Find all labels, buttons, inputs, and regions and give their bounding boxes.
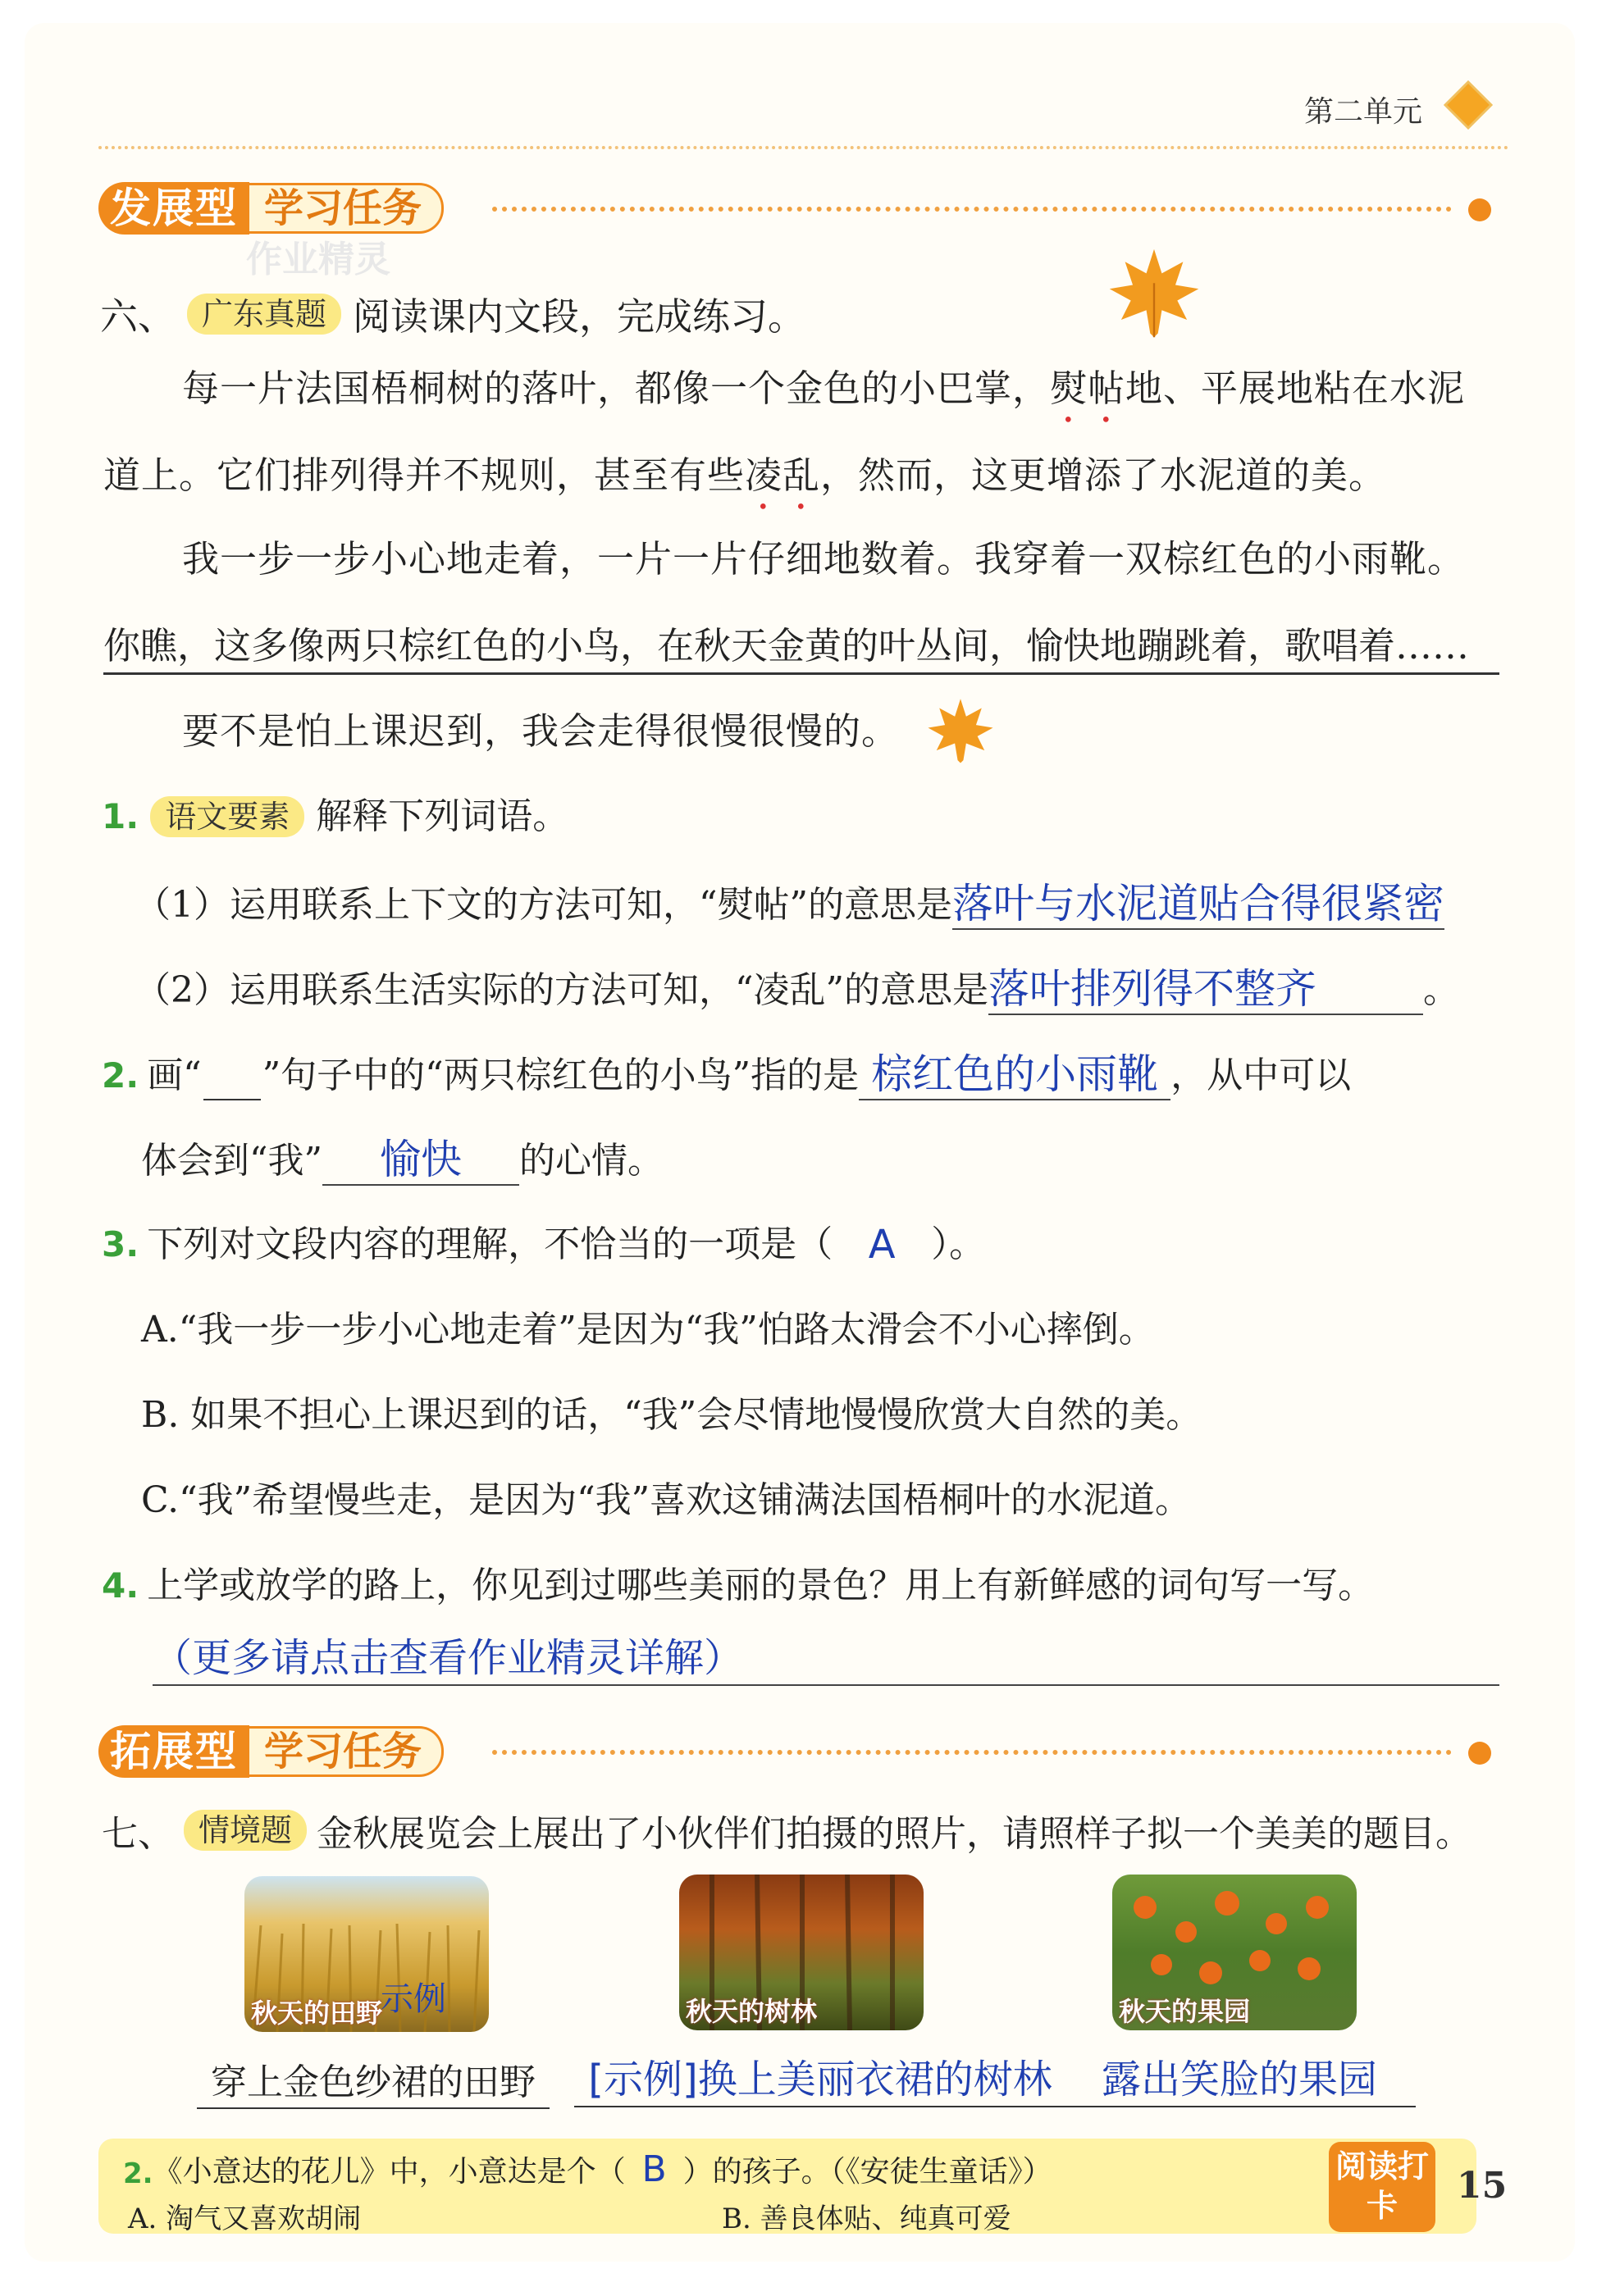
q3-option-c: C.“我”希望慢些走，是因为“我”喜欢这铺满法国梧桐叶的水泥道。: [141, 1479, 1192, 1521]
q2-text-e: 的心情。: [519, 1140, 664, 1182]
section6-banner: [98, 182, 444, 235]
banner-type: 拓展型: [98, 1725, 249, 1778]
passage-line-2: [103, 451, 1386, 518]
emphasized-word: 凌乱: [745, 453, 821, 497]
banner-task: 学习任务: [249, 1726, 444, 1777]
q2-text-d: 体会到“我”: [141, 1140, 322, 1182]
q4-text: 上学或放学的路上，你见到过哪些美丽的景色？用上有新鲜感的词句写一写。: [147, 1565, 1375, 1606]
q2-answer-2[interactable]: 愉快: [322, 1135, 519, 1186]
q3-text: 下列对文段内容的理解，不恰当的一项是（: [147, 1223, 833, 1265]
q4-answer[interactable]: （更多请点击查看作业精灵详解）: [153, 1632, 1499, 1686]
footer-q-number: 2.: [123, 2157, 153, 2190]
photo-orchard: [1112, 1875, 1357, 2030]
q1-text: 解释下列词语。: [316, 795, 569, 837]
q1-number: 1.: [102, 796, 139, 836]
watermark: 作业精灵: [246, 239, 390, 280]
q3-answer[interactable]: A: [868, 1222, 896, 1268]
tag-context: 情境题: [184, 1810, 307, 1851]
reading-checkin-badge: 阅读打卡: [1329, 2142, 1435, 2232]
passage-text: 地、平展地粘在水泥: [1125, 367, 1466, 410]
q1-header: [102, 792, 568, 841]
q2-line-2: [141, 1135, 664, 1186]
instruction: 金秋展览会上展出了小伙伴们拍摄的照片，请照样子拟一个美美的题目。: [317, 1813, 1472, 1855]
q1-part-b: [135, 964, 1459, 1015]
question-number: 六、: [100, 294, 176, 339]
photo-forest: [679, 1875, 924, 2030]
header-divider: [98, 146, 1509, 149]
title-forest-answer[interactable]: [示例]换上美丽衣裙的树林: [574, 2053, 1066, 2107]
page-number: 15: [1457, 2165, 1508, 2207]
tag-language-element: 语文要素: [150, 796, 304, 837]
q3-option-b: B. 如果不担心上课迟到的话，“我”会尽情地慢慢欣赏大自然的美。: [141, 1394, 1202, 1436]
question-six-header: [100, 287, 805, 341]
q2-answer-1[interactable]: 棕红色的小雨靴: [859, 1050, 1170, 1100]
maple-leaf-icon: [1106, 244, 1202, 341]
tag-guangdong: 广东真题: [187, 294, 341, 335]
footer-q-text: 《小意达的花儿》中，小意达是个（: [153, 2155, 626, 2189]
instruction: 阅读课内文段，完成练习。: [353, 294, 806, 339]
passage-line-5: 要不是怕上课迟到，我会走得很慢很慢的。: [182, 709, 900, 753]
passage-text: ，然而，这更增添了水泥道的美。: [820, 453, 1387, 497]
footer-question: [123, 2148, 1052, 2190]
passage-line-1: [182, 364, 1465, 431]
q1b-text: （2）运用联系生活实际的方法可知，“凌乱”的意思是: [135, 969, 988, 1011]
banner-dots: [492, 1750, 1452, 1755]
q2-line-1: [102, 1050, 1351, 1100]
q3-number: 3.: [102, 1224, 139, 1264]
q3-header: [102, 1220, 985, 1269]
footer-answer[interactable]: B: [641, 2148, 667, 2190]
diamond-icon: [1444, 80, 1493, 130]
footer-option-a: A. 淘气又喜欢胡闹: [128, 2203, 362, 2235]
q3-option-a: A.“我一步一步小心地走着”是因为“我”怕路太滑会不小心摔倒。: [141, 1309, 1155, 1351]
photo-caption: 秋天的田野: [251, 1998, 383, 2029]
banner-dot-end: [1468, 1742, 1491, 1765]
q1-part-a: [135, 879, 1444, 930]
q2-text-a: 画“: [147, 1055, 202, 1096]
q2-number: 2.: [102, 1055, 139, 1096]
passage-text: 每一片法国梧桐树的落叶，都像一个金色的小巴掌，: [182, 367, 1051, 410]
maple-leaf-small-icon: [925, 695, 996, 766]
question-number: 七、: [102, 1813, 174, 1855]
q1a-text: （1）运用联系上下文的方法可知，“熨帖”的意思是: [135, 884, 952, 926]
title-orchard-answer[interactable]: 露出笑脸的果园: [1063, 2053, 1416, 2107]
footer-q-end: ）的孩子。（《安徒生童话》）: [682, 2155, 1052, 2189]
q4-number: 4.: [102, 1565, 139, 1606]
unit-label: 第二单元: [1304, 95, 1423, 129]
footer-option-b: B. 善良体贴、纯真可爱: [722, 2203, 1011, 2235]
photo-field: [244, 1876, 489, 2032]
photo-caption: 秋天的果园: [1119, 1996, 1251, 2027]
q2-text-b: ”句子中的“两只棕红色的小鸟”指的是: [262, 1055, 860, 1096]
emphasized-word: 熨帖: [1050, 367, 1126, 410]
q1b-end: 。: [1422, 969, 1459, 1011]
passage-line-4-underlined: 你瞧，这多像两只棕红色的小鸟，在秋天金黄的叶丛间，愉快地蹦跳着，歌唱着……: [103, 620, 1499, 675]
passage-line-3: 我一步一步小心地走着，一片一片仔细地数着。我穿着一双棕红色的小雨靴。: [182, 537, 1466, 581]
question-seven-header: [102, 1804, 1472, 1856]
banner-type: 发展型: [98, 182, 249, 235]
q1a-answer[interactable]: 落叶与水泥道贴合得很紧密: [952, 879, 1444, 930]
q2-underline-sample: [203, 1050, 261, 1100]
section7-banner: [98, 1725, 444, 1778]
banner-dots: [492, 207, 1452, 212]
q3-text-end: ）。: [931, 1223, 986, 1265]
q4-header: [102, 1561, 1374, 1610]
passage-text: 道上。它们排列得并不规则，甚至有些: [103, 453, 746, 497]
photo-overlay-sample: 示例: [381, 1980, 446, 2018]
photo-caption: 秋天的树林: [686, 1996, 818, 2027]
q1b-answer[interactable]: 落叶排列得不整齐: [988, 964, 1423, 1015]
banner-task: 学习任务: [249, 183, 444, 234]
q2-text-c: ，从中可以: [1170, 1055, 1352, 1096]
title-field: 穿上金色纱裙的田野: [197, 2058, 550, 2109]
banner-dot-end: [1468, 198, 1491, 221]
